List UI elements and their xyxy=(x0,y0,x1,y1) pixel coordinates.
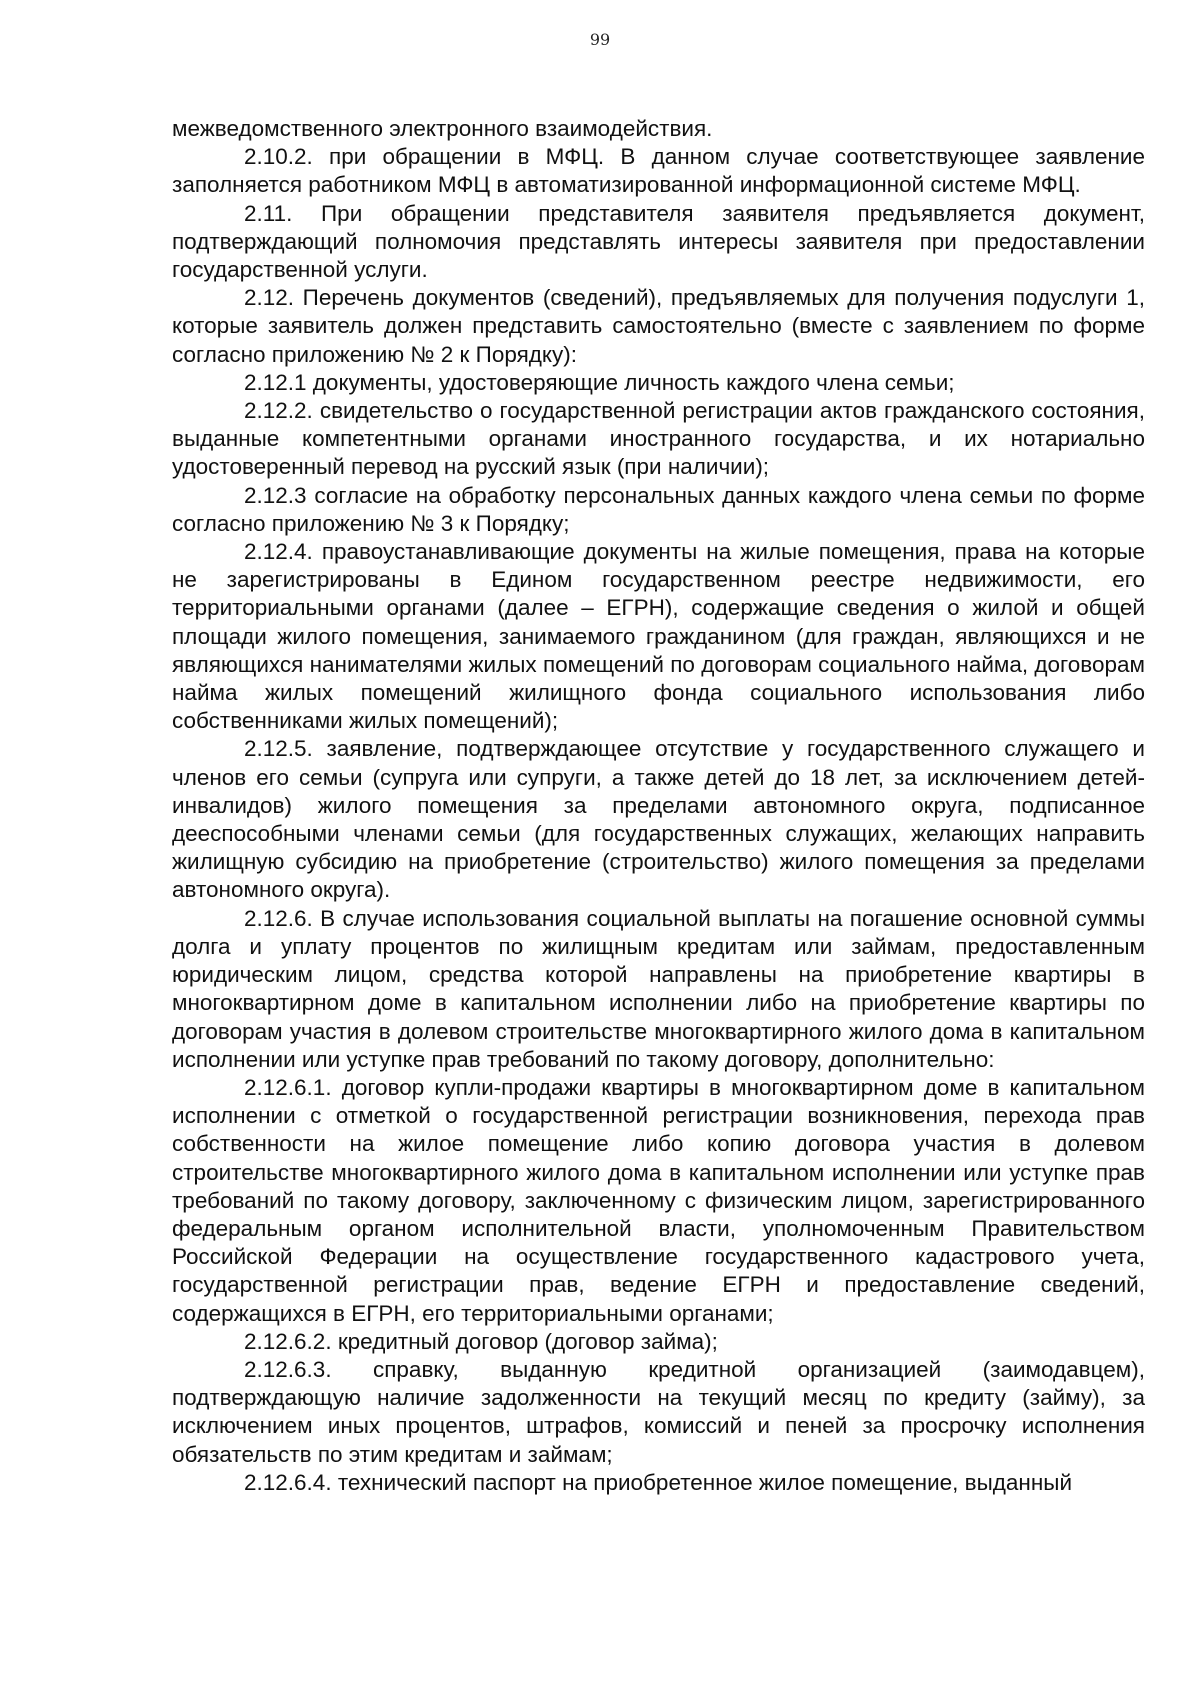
paragraph-2-12-1: 2.12.1 документы, удостоверяющие личность каждого члена семьи; xyxy=(244,369,955,395)
paragraph-2-12-6: 2.12.6. В случае использования социальной выплаты на погашение основной суммы долга и уплату процентов по жилищным кредитам или займам, предоставленным юридическим лицом, средства которой направлены на приобретение квартиры в многоквартирном доме в капитальном исполнении либо на приобретение квартиры по договорам участия в долевом строительстве многоквартирного жилого дома в капитальном исполнении или уступке прав требований по такому договору, дополнительно: xyxy=(172,905,1145,1072)
paragraph-2-12-6-2: 2.12.6.2. кредитный договор (договор займа); xyxy=(244,1328,718,1354)
paragraph-2-12-6-1: 2.12.6.1. договор купли-продажи квартиры в многоквартирном доме в капитальном исполнении с отметкой о государственной регистрации возникновения, перехода прав собственности на жилое помещение либо копию договора участия в долевом строительстве многоквартирного жилого дома в капитальном исполнении или уступке прав требований по такому договору, заключенному с физическим лицом, зарегистрированного федеральным органом исполнительной власти, уполномоченным Правительством Российской Федерации на осуществление государственного кадастрового учета, государственной регистрации прав, ведение ЕГРН и предоставление сведений, содержащихся в ЕГРН, его территориальными органами; xyxy=(172,1074,1145,1326)
paragraph-2-12-2: 2.12.2. свидетельство о государственной регистрации актов гражданского состояния, выданные компетентными органами иностранного государства, и их нотариально удостоверенный перевод на русский язык (при наличии); xyxy=(172,398,1145,480)
paragraph-2-12-3: 2.12.3 согласие на обработку персональных данных каждого члена семьи по форме согласно приложению № 3 к Порядку; xyxy=(172,482,1145,536)
document-body xyxy=(172,115,1145,1497)
paragraph-2-12: 2.12. Перечень документов (сведений), предъявляемых для получения подуслуги 1, которые заявитель должен представить самостоятельно (вместе с заявлением по форме согласно приложению № 2 к Порядку): xyxy=(172,285,1145,367)
paragraph-2-12-6-4: 2.12.6.4. технический паспорт на приобретенное жилое помещение, выданный xyxy=(244,1469,1073,1495)
page-number: 99 xyxy=(589,30,611,49)
paragraph-2-12-4: 2.12.4. правоустанавливающие документы на жилые помещения, права на которые не зарегистрированы в Едином государственном реестре недвижимости, его территориальными органами (далее – ЕГРН), содержащие сведения о жилой и общей площади жилого помещения, занимаемого гражданином (для граждан, являющихся и не являющихся нанимателями жилых помещений по договорам социального найма, договорам найма жилых помещений жилищного фонда социального использования либо собственниками жилых помещений); xyxy=(172,539,1145,734)
paragraph-2-12-6-3: 2.12.6.3. справку, выданную кредитной организацией (заимодавцем), подтверждающую наличие задолженности на текущий месяц по кредиту (займу), за исключением иных процентов, штрафов, комиссий и пеней за просрочку исполнения обязательств по этим кредитам и займам; xyxy=(172,1356,1145,1467)
paragraph-2-12-5: 2.12.5. заявление, подтверждающее отсутствие у государственного служащего и членов его семьи (супруга или супруги, а также детей до 18 лет, за исключением детей-инвалидов) жилого помещения за пределами автономного округа, подписанное дееспособными членами семьи (для государственных служащих, желающих направить жилищную субсидию на приобретение (строительство) жилого помещения за пределами автономного округа). xyxy=(172,736,1145,903)
paragraph-continuation: межведомственного электронного взаимодействия. xyxy=(172,116,713,141)
paragraph-2-10-2: 2.10.2. при обращении в МФЦ. В данном случае соответствующее заявление заполняется работником МФЦ в автоматизированной информационной системе МФЦ. xyxy=(172,144,1145,198)
paragraph-2-11: 2.11. При обращении представителя заявителя предъявляется документ, подтверждающий полномочия представлять интересы заявителя при предоставлении государственной услуги. xyxy=(172,200,1145,283)
